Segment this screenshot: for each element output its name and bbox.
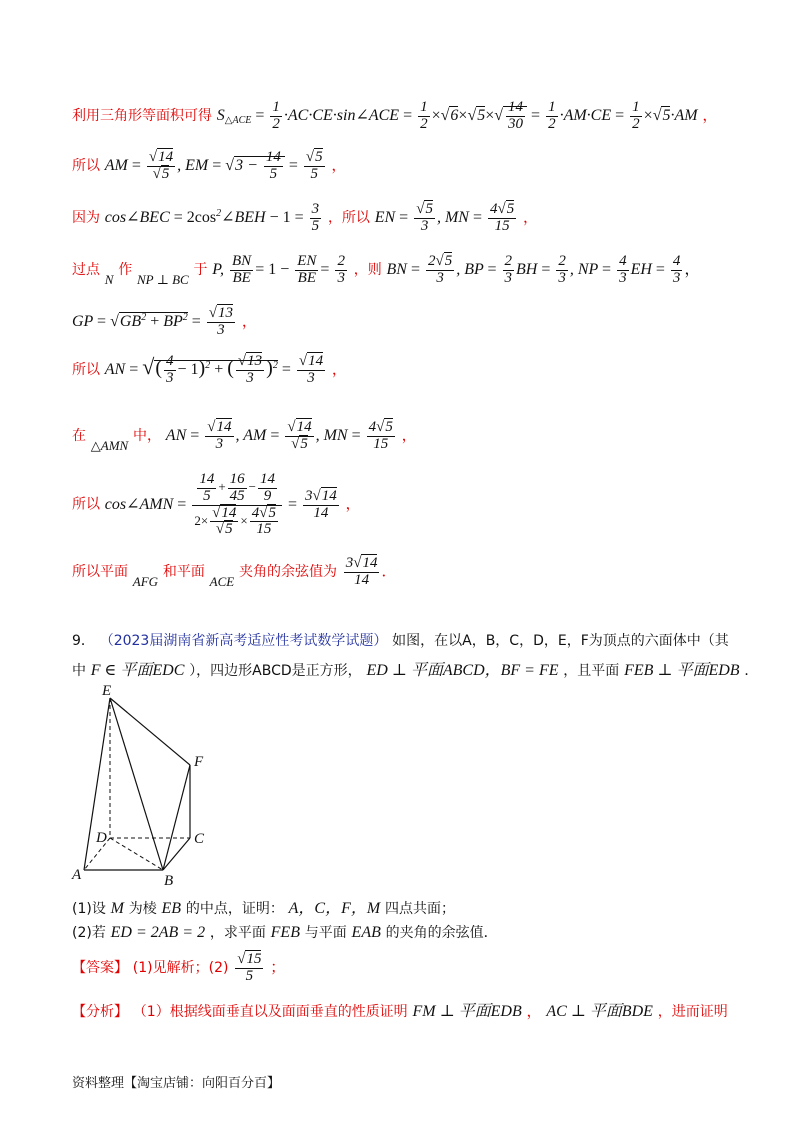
solution-line-an: 所以 AN = √( $\frac{4}{3}$ − 1)$^2$ + ( $\frac{√13}{3}$ )$^2$ = $\frac{√14}{3}$ ， [72, 353, 347, 386]
edge-ef [110, 698, 190, 765]
solution-line-amn: 在 △AMN 中， AN = $\frac{√14}{3}$ , AM = $\frac{√14}{√5}$ , MN = $\frac{4√5}{15}$ ， [72, 419, 417, 453]
hexahedron-figure [70, 680, 220, 900]
math-cos-amn: cos∠AMN = $\frac{14}{5}$ + $\frac{16}{45}$ − $\frac{14}{9}$ 2× $\frac{√14}{√5}$ × $\frac{4√5}{15}$ = $\frac{3√14}{14}$ [104, 471, 337, 538]
math-answer: $\frac{√15}{5}$ [237, 951, 262, 984]
solution-line-cos-bec: 因为 cos∠BEC = $2\cos^2\angle BEH - 1$ = $\frac{3}{5}$ ，所以 EN = $\frac{√5}{3}$ , MN = $\frac{4√5}{15}$ ， [72, 201, 538, 234]
label-b: B [164, 873, 174, 889]
solution-line-am: 所以 AM = $\frac{√14}{√5}$ , EM = √3 − $\frac{14}{5}$ = $\frac{√5}{5}$ ， [72, 149, 347, 182]
answer-line: 【答案】 (1)见解析；(2) $\frac{√15}{5}$ ； [72, 951, 286, 984]
question-2: (2)若 ED = 2AB = 2 ，求平面 FEB 与平面 EAB 的夹角的余弦值． [72, 924, 498, 941]
math-an: AN = √( $\frac{4}{3}$ − 1)$^2$ + ( $\frac{√13}{3}$ )$^2$ = $\frac{√14}{3}$ [104, 353, 324, 386]
math-am-em: AM = $\frac{√14}{√5}$ , EM = √3 − $\frac{14}{5}$ = $\frac{√5}{5}$ [104, 149, 323, 182]
math-bn-bp-np: BN = $\frac{2√5}{3}$ , BP = $\frac{2}{3}$ BH = $\frac{2}{3}$ , NP = $\frac{4}{3}$ EH = $\frac{4}{3}$ [386, 253, 681, 286]
edge-eb [110, 698, 163, 870]
analysis-line: 【分析】 （1）根据线面垂直以及面面垂直的性质证明 FM ⊥ 平面EDB ， AC ⊥ 平面BDE ，进而证明 [72, 1002, 728, 1020]
analysis-tag: 【分析】 [72, 1004, 128, 1020]
solution-line-gp: GP = $√GB^2 + BP^2$ = $\frac{√13}{3}$ ， [72, 305, 257, 338]
problem-source: （2023届湖南省新高考适应性考试数学试题） [99, 633, 388, 649]
label-c: C [194, 831, 205, 847]
math-area-equation: $S_{\triangle ACE}$ = $\frac{1}{2}$ ·AC·CE·sin∠ACE = $\frac{1}{2}$ ×√6×√5×√ $\frac{14}{30}$ = $\frac{1}{2}$ ·AM·CE = $\frac{1}{2}$ ×√5·AM [216, 99, 698, 132]
footer-source: 资料整理【淘宝店铺：向阳百分百】 [72, 1076, 281, 1091]
answer-tag: 【答案】 [72, 959, 128, 976]
math-an-am-mn: AN = $\frac{√14}{3}$ , AM = $\frac{√14}{√5}$ , MN = $\frac{4√5}{15}$ [165, 419, 393, 452]
solution-line-np: 过点 N 作 NP ⊥ BC 于 P, $\frac{BN}{BE}$ = 1 − $\frac{EN}{BE}$ = $\frac{2}{3}$ ，则 BN = $\frac{2√5}{3}$ , BP = $\frac{2}{3}$ BH = $\frac{2}{3}$ , NP = $\frac{4}{3}$ EH = $\frac{4}{3}$ ， [72, 253, 701, 287]
label-f: F [194, 754, 204, 770]
solution-line-cos-amn: 所以 cos∠AMN = $\frac{14}{5}$ + $\frac{16}{45}$ − $\frac{14}{9}$ 2× $\frac{√14}{√5}$ × $\frac{4√5}{15}$ = $\frac{3√14}{14}$ ， [72, 471, 361, 538]
label-e: E [102, 683, 112, 699]
math-final-cos: $\frac{3√14}{14}$ [345, 555, 378, 588]
math-en-mn: EN = $\frac{√5}{3}$ , MN = $\frac{4√5}{15}$ [374, 201, 515, 234]
math-gp: GP = $√GB^2 + BP^2$ = $\frac{√13}{3}$ [72, 305, 234, 338]
question-1: (1)设 M 为棱 EB 的中点，证明： A，C，F，M 四点共面； [72, 900, 455, 917]
solution-line-area: 利用三角形等面积可得 $S_{\triangle ACE}$ = $\frac{1}{2}$ ·AC·CE·sin∠ACE = $\frac{1}{2}$ ×√6×√5×√ $\frac{14}{30}$ = $\frac{1}{2}$ ·AM·CE = $\frac{1}{2}$ ×√5·AM ， [72, 99, 718, 132]
math-bn-be: P, $\frac{BN}{BE}$ = 1 − $\frac{EN}{BE}$ = $\frac{2}{3}$ [212, 253, 345, 286]
label-a: A [72, 867, 82, 883]
math-cos-bec: cos∠BEC = $2\cos^2\angle BEH - 1$ = $\frac{3}{5}$ [104, 201, 320, 234]
label-d: D [96, 830, 107, 846]
solution-line-final: 所以平面 AFG 和平面 ACE 夹角的余弦值为 $\frac{3√14}{14}$ ． [72, 555, 397, 589]
problem-9-line1: 9． （2023届湖南省新高考适应性考试数学试题） 如图，在以A，B，C，D，E，F为顶点的六面体中（其 [72, 633, 729, 649]
problem-9-line2: 中 F ∈ 平面EDC ），四边形ABCD是正方形， ED ⊥ 平面ABCD，BF = FE ，且平面 FEB ⊥ 平面EDB ． [72, 662, 759, 679]
